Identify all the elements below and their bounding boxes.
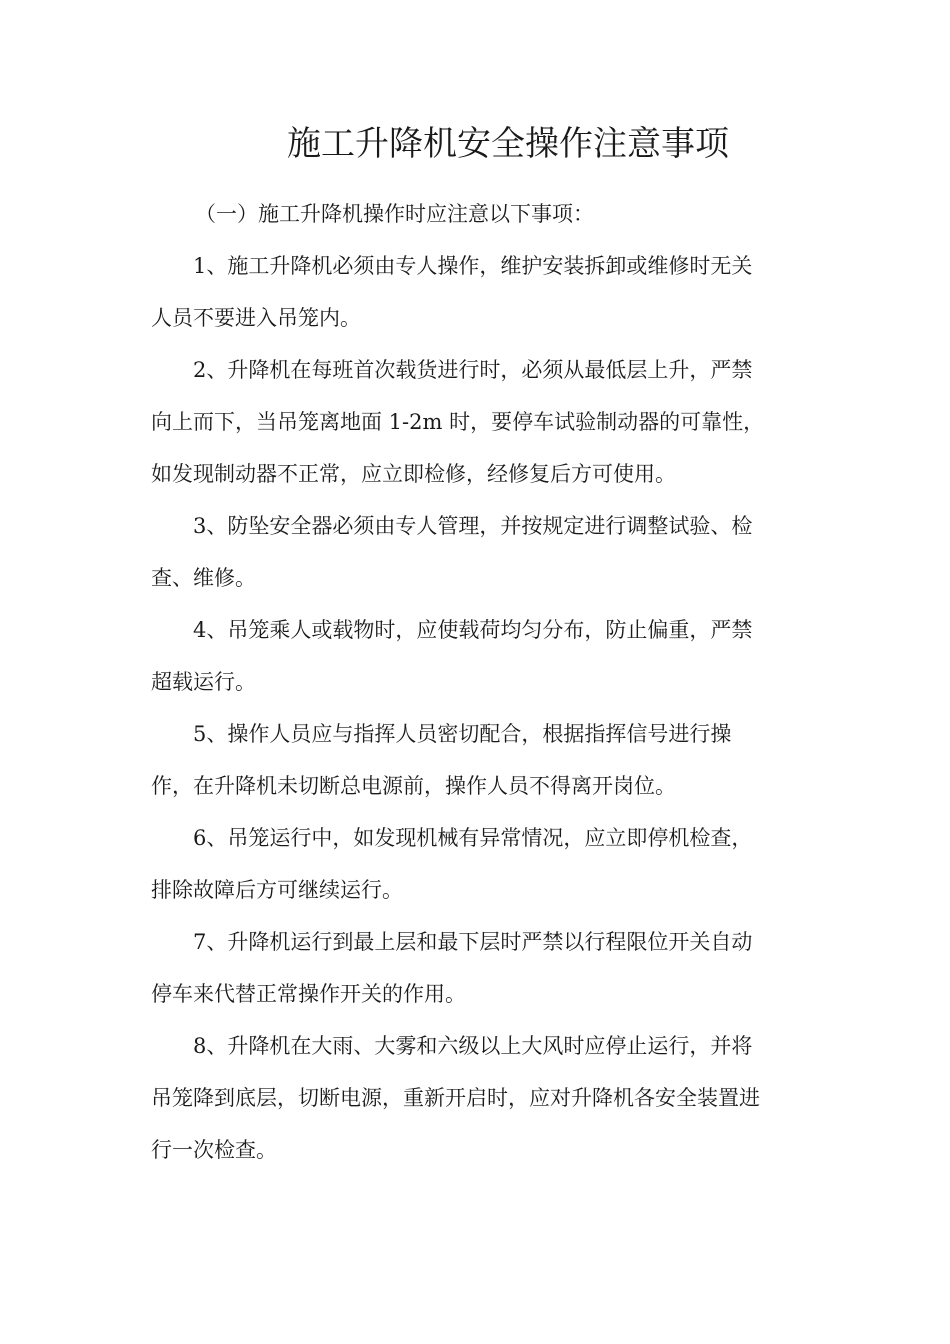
body-line: 1、施工升降机必须由专人操作，维护安装拆卸或维修时无关 [193, 254, 753, 278]
body-line: 超载运行。 [151, 670, 256, 694]
body-line: 如发现制动器不正常，应立即检修，经修复后方可使用。 [151, 462, 676, 486]
document-title: 施工升降机安全操作注意事项 [287, 124, 729, 164]
body-line: 6、吊笼运行中，如发现机械有异常情况，应立即停机检查， [193, 826, 753, 850]
body-line: 5、操作人员应与指挥人员密切配合，根据指挥信号进行操 [193, 722, 732, 746]
body-line: 作，在升降机未切断总电源前，操作人员不得离开岗位。 [151, 774, 676, 798]
body-line: 2、升降机在每班首次载货进行时，必须从最低层上升，严禁 [193, 358, 753, 382]
body-line: 排除故障后方可继续运行。 [151, 878, 403, 902]
body-line: 人员不要进入吊笼内。 [151, 306, 361, 330]
body-line: 8、升降机在大雨、大雾和六级以上大风时应停止运行，并将 [193, 1034, 753, 1058]
body-line: 吊笼降到底层，切断电源，重新开启时，应对升降机各安全装置进 [151, 1086, 760, 1110]
body-line: 7、升降机运行到最上层和最下层时严禁以行程限位开关自动 [193, 930, 753, 954]
body-line: 停车来代替正常操作开关的作用。 [151, 982, 466, 1006]
body-line: 向上而下，当吊笼离地面 1-2m 时，要停车试验制动器的可靠性， [151, 410, 765, 434]
document-body [151, 188, 801, 1176]
body-line: 4、吊笼乘人或载物时，应使载荷均匀分布，防止偏重，严禁 [193, 618, 753, 642]
body-line: 查、维修。 [151, 566, 256, 590]
body-line: 3、防坠安全器必须由专人管理，并按规定进行调整试验、检 [193, 514, 753, 538]
section-heading: （一）施工升降机操作时应注意以下事项： [195, 202, 594, 226]
body-line: 行一次检查。 [151, 1138, 277, 1162]
